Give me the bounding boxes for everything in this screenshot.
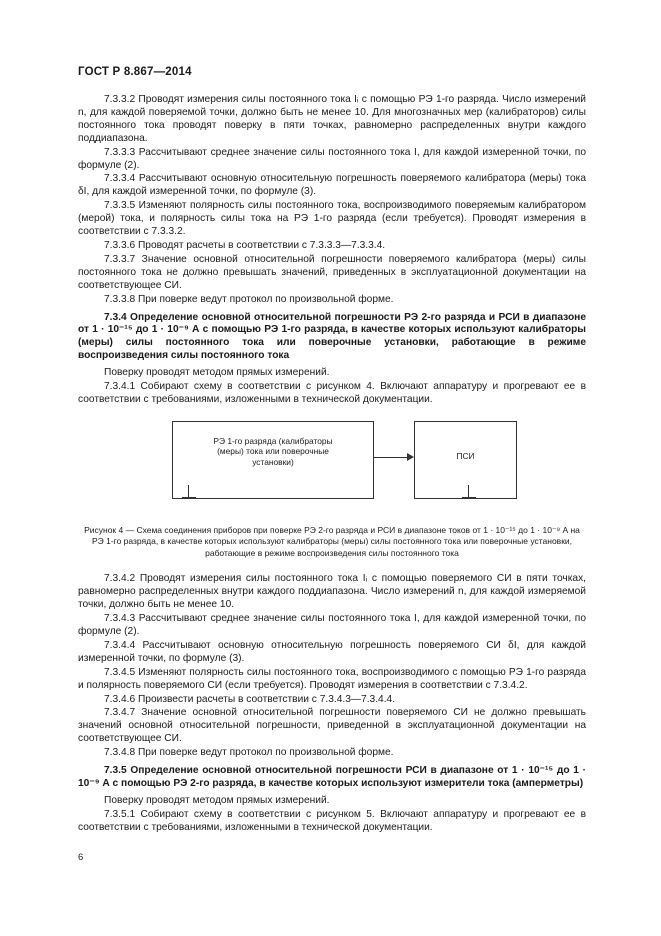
reference-standard-box	[172, 421, 374, 499]
paragraph-7-3-4-6: 7.3.4.6 Произвести расчеты в соответствии с 7.3.4.3—7.3.4.4.	[104, 693, 396, 705]
figure-4-caption: Рисунок 4 — Схема соединения приборов при поверке РЭ 2-го разряда и РСИ в диапазоне токов от 1 · 10⁻¹⁵ до 1 · 10⁻⁹ А на РЭ 1-го разряда, в качестве которых используют калибраторы (меры) силы постоянного тока или поверочные установки, работающие в режиме воспроизведения силы постоянного тока	[84, 524, 580, 558]
page-number: 6	[78, 852, 84, 863]
paragraph-7-3-4-2: 7.3.4.2 Проводят измерения силы постоянного тока Iᵢ с помощью поверяемого СИ в пяти точках, равномерно распределенных внутри каждого поддиапазона. Число измерений n, для каждой измеряемой точки, должно быть не менее 10.	[78, 573, 586, 611]
paragraph-7-3-3-4: 7.3.3.4 Рассчитывают основную относительную погрешность поверяемого калибратора (меры) тока δI, для каждой измеренной точки, по формуле (3).	[78, 173, 586, 198]
section-heading-7-3-4: 7.3.4 Определение основной относительной погрешности РЭ 2-го разряда и РСИ в диапазоне от 1 · 10⁻¹⁵ до 1 · 10⁻⁹ А с помощью РЭ 1-го разряда, в качестве которых используют калибраторы (меры) силы постоянного тока или поверочные установки, работающие в режиме воспроизведения силы постоянного тока	[78, 311, 586, 362]
section-heading-7-3-5: 7.3.5 Определение основной относительной погрешности РСИ в диапазоне от 1 · 10⁻¹⁵ до 1 · 10⁻⁹ А с помощью РЭ 2-го разряда, в качестве которых используют измерители тока (амперметры)	[78, 765, 586, 789]
document-header: ГОСТ Р 8.867—2014	[78, 66, 192, 78]
instrument-under-test-box	[414, 421, 517, 499]
paragraph-7-3-4-4: 7.3.4.4 Рассчитывают основную относительную погрешность поверяемого СИ δI, для каждой измеренной точки, по формуле (3).	[78, 639, 586, 664]
paragraph-7-3-4-3: 7.3.4.3 Рассчитывают среднее значение силы постоянного тока I, для каждой измеренной точки, по формуле (2).	[78, 613, 586, 637]
paragraph-7-3-5-1: 7.3.5.1 Собирают схему в соответствии с рисунком 5. Включают аппаратуру и прогревают ее в соответствии с требованиями, изложенными в технической документации.	[78, 808, 586, 833]
figure-4-diagram	[78, 421, 586, 517]
paragraph-7-3-4-1: 7.3.4.1 Собирают схему в соответствии с рисунком 4. Включают аппаратуру и прогревают ее в соответствии с требованиями, изложенными в технической документации.	[78, 381, 586, 405]
paragraph-7-3-4-5: 7.3.4.5 Изменяют полярность силы постоянного тока, воспроизводимого с помощью РЭ 1-го разряда и полярность поверяемого СИ (если требуется). Проводят измерения в соответствии с 7.3.4.2.	[78, 666, 586, 691]
connection-arrow-line	[374, 457, 408, 458]
instrument-under-test-label: ПСИ	[456, 450, 475, 461]
paragraph-7-3-4-7: 7.3.4.7 Значение основной относительной погрешности поверяемого СИ не должно превышать значений основной относительной погрешности, приведенной в эксплуатационной документации на соответствующее СИ.	[78, 707, 586, 745]
paragraph-7-3-3-2: 7.3.3.2 Проводят измерения силы постоянного тока Iᵢ с помощью РЭ 1-го разряда. Число измерений n, для каждой поверяемой точки, должно быть не менее 10. Для многозначных мер (калибраторов) силы постоянного тока проводят поверку в пяти точках, равномерно распределенных внутри каждого поддиапазона.	[78, 94, 586, 144]
reference-standard-label: РЭ 1-го разряда (калибраторы (меры) тока или поверочные установки)	[213, 435, 333, 467]
paragraph-7-3-5-intro: Поверку проводят методом прямых измерений.	[104, 794, 330, 806]
paragraph-7-3-3-8: 7.3.3.8 При поверке ведут протокол по произвольной форме.	[104, 293, 394, 305]
paragraph-7-3-3-6: 7.3.3.6 Проводят расчеты в соответствии с 7.3.3.3—7.3.3.4.	[104, 239, 386, 251]
paragraph-7-3-3-3: 7.3.3.3 Рассчитывают среднее значение силы постоянного тока I, для каждой измеренной точки, по формуле (2).	[78, 146, 586, 171]
page-content	[78, 94, 586, 836]
paragraph-7-3-3-5: 7.3.3.5 Изменяют полярность силы постоянного тока, воспроизводимого поверяемым калибратором (мерой) тока, и полярность силы тока на РЭ 1-го разряда (если требуется). Проводят измерения в соответствии с 7.3.3.2.	[78, 200, 586, 238]
paragraph-7-3-3-7: 7.3.3.7 Значение основной относительной погрешности поверяемого калибратора (меры) силы постоянного тока не должно превышать значений, приведенных в эксплуатационной документации на соответствующее СИ.	[78, 253, 586, 291]
connection-arrow-head	[407, 453, 414, 461]
paragraph-7-3-4-intro: Поверку проводят методом прямых измерений.	[104, 367, 330, 379]
paragraph-7-3-4-8: 7.3.4.8 При поверке ведут протокол по произвольной форме.	[104, 747, 394, 759]
